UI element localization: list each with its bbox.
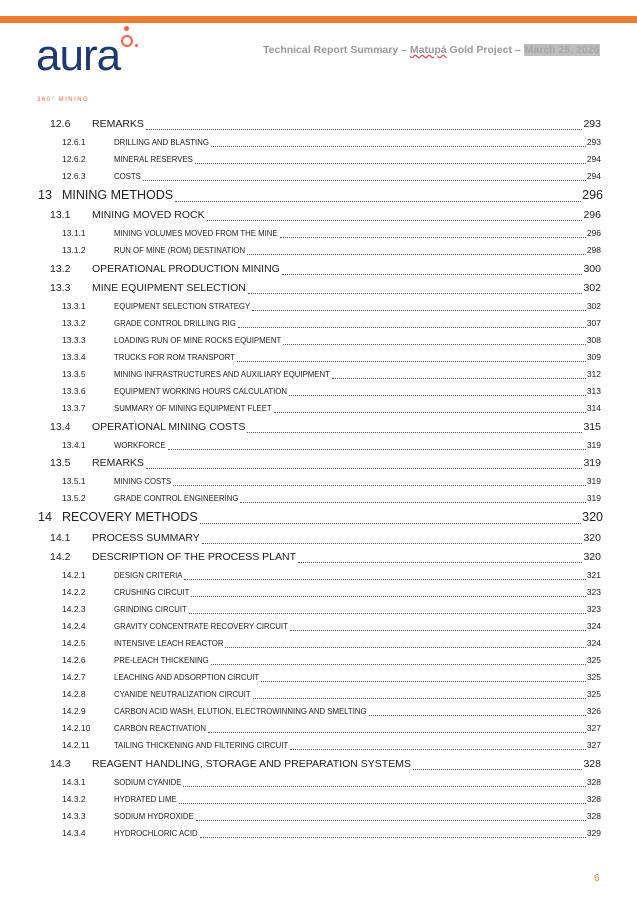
toc-entry[interactable] xyxy=(0,167,601,184)
toc-entry-title: GRADE CONTROL DRILLING RIG xyxy=(114,319,236,328)
toc-entry-page: 319 xyxy=(583,457,601,469)
toc-entry[interactable] xyxy=(0,331,601,348)
toc-entry-page: 302 xyxy=(586,301,601,311)
toc-entry[interactable] xyxy=(0,583,601,600)
toc-entry-page: 313 xyxy=(586,386,601,396)
toc-entry-page: 325 xyxy=(586,689,601,699)
toc-entry-number: 13.5.2 xyxy=(62,493,86,503)
toc-entry[interactable] xyxy=(0,205,601,225)
toc-entry-page: 320 xyxy=(583,551,601,563)
toc-entry[interactable] xyxy=(0,258,601,278)
dot-leader xyxy=(247,254,586,255)
dot-leader xyxy=(282,274,583,275)
toc-entry-page: 296 xyxy=(586,228,601,238)
dot-leader xyxy=(195,163,586,164)
toc-entry-page: 293 xyxy=(583,117,601,130)
toc-entry-title: CRUSHING CIRCUIT xyxy=(114,588,190,597)
table-of-contents xyxy=(0,113,637,841)
toc-entry[interactable] xyxy=(0,773,601,790)
dot-leader xyxy=(290,630,586,631)
toc-entry-title: DESIGN CRITERIA xyxy=(114,571,183,580)
toc-entry[interactable] xyxy=(0,736,601,753)
dot-leader xyxy=(183,786,585,787)
toc-entry-page: 320 xyxy=(583,531,601,544)
toc-entry-title: LOADING RUN OF MINE ROCKS EQUIPMENT xyxy=(114,336,282,345)
toc-entry-title: MINING INFRASTRUCTURES AND AUXILIARY EQUIPMENT xyxy=(114,370,330,379)
toc-entry-title: MINE EQUIPMENT SELECTION xyxy=(92,282,246,294)
toc-entry-title: CARBON ACID WASH, ELUTION, ELECTROWINNING AND SMELTING xyxy=(114,707,367,716)
logo-ring-icon xyxy=(121,35,133,47)
toc-entry-number: 14.2.8 xyxy=(62,689,86,699)
toc-entry-page: 324 xyxy=(586,621,601,631)
dot-leader xyxy=(237,361,586,362)
toc-entry-number: 13 xyxy=(38,187,52,202)
toc-entry-page: 325 xyxy=(586,655,601,665)
toc-entry-page: 309 xyxy=(586,352,601,362)
toc-entry-title: CARBON REACTIVATION xyxy=(114,724,206,733)
toc-entry-title: DRILLING AND BLASTING xyxy=(114,137,209,147)
toc-entry-page: 298 xyxy=(586,245,601,255)
toc-entry-title: SODIUM HYDROXIDE xyxy=(114,811,194,821)
toc-entry-page: 323 xyxy=(586,587,601,597)
toc-entry-number: 13.5 xyxy=(50,457,71,469)
toc-entry-title: EQUIPMENT WORKING HOURS CALCULATION xyxy=(114,387,287,396)
toc-entry-page: 296 xyxy=(582,187,603,202)
toc-entry-page: 308 xyxy=(586,335,601,345)
dot-leader xyxy=(146,468,583,469)
toc-entry-number: 14.2.10 xyxy=(62,723,91,733)
toc-entry[interactable] xyxy=(0,566,601,583)
logo-small-dot-icon xyxy=(135,44,138,47)
toc-entry-title: TAILING THICKENING AND FILTERING CIRCUIT xyxy=(114,741,289,750)
toc-entry-page: 327 xyxy=(586,723,601,733)
dot-leader xyxy=(143,180,586,181)
toc-entry-page: 328 xyxy=(586,793,601,804)
toc-entry-page: 293 xyxy=(586,136,601,147)
page-number: 6 xyxy=(594,873,600,884)
header-accent-bar xyxy=(0,16,637,23)
toc-entry[interactable] xyxy=(0,617,601,634)
toc-entry-number: 14.2.9 xyxy=(62,706,86,716)
toc-entry[interactable] xyxy=(0,241,601,258)
logo-wordmark: aura xyxy=(36,31,121,80)
dot-leader xyxy=(191,596,585,597)
toc-entry-number: 14.3 xyxy=(50,757,71,770)
toc-entry-title: GRINDING CIRCUIT xyxy=(114,605,187,614)
dot-leader xyxy=(274,412,586,413)
toc-entry-title: PRE-LEACH THICKENING xyxy=(114,656,209,665)
toc-entry-number: 14.2.5 xyxy=(62,638,86,648)
toc-entry-title: HYDROCHLORIC ACID xyxy=(114,828,198,838)
toc-entry[interactable] xyxy=(0,600,601,617)
toc-entry-title: PROCESS SUMMARY xyxy=(92,531,200,544)
toc-entry-title: OPERATIONAL MINING COSTS xyxy=(92,420,246,433)
toc-entry-number: 14.2.2 xyxy=(62,587,86,597)
toc-entry-page: 326 xyxy=(586,706,601,716)
dot-leader xyxy=(283,344,586,345)
dot-leader xyxy=(225,647,585,648)
toc-entry-number: 12.6.2 xyxy=(62,153,86,164)
toc-entry-title: INTENSIVE LEACH REACTOR xyxy=(114,639,224,648)
toc-entry[interactable] xyxy=(0,634,601,651)
toc-entry[interactable] xyxy=(0,753,601,773)
dot-leader xyxy=(184,579,585,580)
dot-leader xyxy=(175,201,581,202)
toc-entry-title: COSTS xyxy=(114,171,141,181)
toc-entry-number: 14.2.1 xyxy=(62,570,86,580)
toc-entry-title: OPERATIONAL PRODUCTION MINING xyxy=(92,262,280,275)
toc-entry-page: 315 xyxy=(583,420,601,433)
toc-entry[interactable] xyxy=(0,133,601,150)
toc-entry-title: GRAVITY CONCENTRATE RECOVERY CIRCUIT xyxy=(114,622,288,631)
toc-entry-title: RECOVERY METHODS xyxy=(62,510,198,524)
toc-entry-title: REMARKS xyxy=(92,457,144,469)
dot-leader xyxy=(211,664,586,665)
toc-entry-number: 13.1.2 xyxy=(62,245,86,255)
toc-entry-page: 319 xyxy=(586,493,601,503)
header-title xyxy=(263,44,600,56)
toc-entry[interactable] xyxy=(0,365,601,382)
toc-entry-number: 13.3.6 xyxy=(62,386,86,396)
toc-entry-title: MINING VOLUMES MOVED FROM THE MINE xyxy=(114,229,278,238)
dot-leader xyxy=(253,698,586,699)
toc-entry[interactable] xyxy=(0,224,601,241)
aura-logo xyxy=(36,26,156,103)
toc-entry-number: 13.2 xyxy=(50,262,71,275)
toc-entry-page: 323 xyxy=(586,604,601,614)
toc-entry-page: 300 xyxy=(583,262,601,275)
toc-entry-page: 321 xyxy=(586,570,601,580)
dot-leader xyxy=(173,485,586,486)
toc-entry[interactable] xyxy=(0,527,601,547)
toc-entry-number: 13.5.1 xyxy=(62,476,86,486)
toc-entry-title: MINING COSTS xyxy=(114,477,172,486)
toc-entry-number: 12.6.1 xyxy=(62,136,86,147)
toc-entry-number: 14.2 xyxy=(50,551,71,563)
toc-entry-page: 328 xyxy=(583,757,601,770)
toc-entry-number: 14.3.1 xyxy=(62,776,86,787)
toc-entry-title: MINING METHODS xyxy=(62,187,174,202)
toc-entry-title: MINING MOVED ROCK xyxy=(92,209,205,221)
toc-entry[interactable] xyxy=(0,651,601,668)
toc-entry-number: 13.3.4 xyxy=(62,352,86,362)
toc-entry[interactable] xyxy=(0,348,601,365)
toc-entry-number: 13.3 xyxy=(50,282,71,294)
toc-entry[interactable] xyxy=(0,790,601,807)
dot-leader xyxy=(208,732,586,733)
toc-entry-title: GRADE CONTROL ENGINEERING xyxy=(114,494,239,503)
toc-entry-number: 14.2.6 xyxy=(62,655,86,665)
toc-entry[interactable] xyxy=(0,416,601,436)
toc-entry[interactable] xyxy=(0,150,601,167)
logo-tagline: 360° MINING xyxy=(37,97,90,103)
dot-leader xyxy=(247,432,582,433)
toc-entry-number: 13.3.5 xyxy=(62,369,86,379)
dot-leader xyxy=(168,449,586,450)
toc-entry-page: 329 xyxy=(586,827,601,838)
logo-dot-icon xyxy=(124,26,129,31)
toc-entry-number: 13.3.7 xyxy=(62,403,86,413)
dot-leader xyxy=(189,613,586,614)
toc-entry[interactable] xyxy=(0,685,601,702)
dot-leader xyxy=(289,395,586,396)
toc-entry-number: 14.2.11 xyxy=(62,740,90,750)
toc-entry-title: RUN OF MINE (ROM) DESTINATION xyxy=(114,246,246,255)
toc-entry-title: SUMMARY OF MINING EQUIPMENT FLEET xyxy=(114,404,272,413)
dot-leader xyxy=(207,220,583,221)
dot-leader xyxy=(200,837,586,838)
toc-entry[interactable] xyxy=(0,489,601,506)
toc-entry-number: 12.6 xyxy=(50,117,71,130)
toc-entry-number: 13.3.1 xyxy=(62,301,86,311)
dot-leader xyxy=(261,681,586,682)
toc-entry-title: DESCRIPTION OF THE PROCESS PLANT xyxy=(92,551,297,563)
toc-entry-page: 312 xyxy=(586,369,601,379)
dot-leader xyxy=(146,129,583,130)
toc-entry-page: 328 xyxy=(586,810,601,821)
toc-entry[interactable] xyxy=(0,297,601,314)
toc-entry[interactable] xyxy=(0,436,601,453)
toc-entry-page: 319 xyxy=(586,476,601,486)
toc-entry-page: 319 xyxy=(586,439,601,450)
toc-entry-number: 13.4.1 xyxy=(62,439,86,450)
toc-entry-page: 296 xyxy=(583,209,601,221)
dot-leader xyxy=(413,769,583,770)
toc-entry[interactable] xyxy=(0,824,601,841)
dot-leader xyxy=(179,803,586,804)
toc-entry-number: 14 xyxy=(38,510,52,524)
toc-entry[interactable] xyxy=(0,399,601,416)
toc-entry-number: 13.4 xyxy=(50,420,71,433)
header-title-prefix: Technical Report Summary – xyxy=(263,44,410,56)
dot-leader xyxy=(200,523,581,524)
toc-entry[interactable] xyxy=(0,668,601,685)
toc-entry-title: MINERAL RESERVES xyxy=(114,154,193,164)
toc-entry-page: 294 xyxy=(586,170,601,181)
toc-entry-number: 14.2.3 xyxy=(62,604,86,614)
toc-entry-page: 320 xyxy=(582,510,603,524)
dot-leader xyxy=(252,310,586,311)
toc-entry-page: 328 xyxy=(586,776,601,787)
toc-entry-page: 327 xyxy=(586,740,601,750)
toc-entry-title: HYDRATED LIME xyxy=(114,794,177,804)
dot-leader xyxy=(369,715,586,716)
toc-entry-number: 12.6.3 xyxy=(62,170,86,181)
dot-leader xyxy=(196,820,586,821)
toc-entry-title: WORKFORCE xyxy=(114,440,166,450)
toc-entry-number: 13.3.2 xyxy=(62,318,86,328)
dot-leader xyxy=(290,749,586,750)
toc-entry-title: LEACHING AND ADSORPTION CIRCUIT xyxy=(114,673,260,682)
toc-entry[interactable] xyxy=(0,719,601,736)
toc-entry-number: 13.1.1 xyxy=(62,228,86,238)
toc-entry-title: SODIUM CYANIDE xyxy=(114,777,182,787)
dot-leader xyxy=(211,146,586,147)
toc-entry[interactable] xyxy=(0,506,603,527)
toc-entry[interactable] xyxy=(0,184,603,205)
dot-leader xyxy=(238,327,586,328)
toc-entry[interactable] xyxy=(0,113,601,133)
toc-entry[interactable] xyxy=(0,472,601,489)
toc-entry-title: REMARKS xyxy=(92,117,144,130)
toc-entry[interactable] xyxy=(0,278,601,298)
dot-leader xyxy=(202,543,583,544)
toc-entry-title: TRUCKS FOR ROM TRANSPORT xyxy=(114,353,236,362)
toc-entry-page: 302 xyxy=(583,282,601,294)
dot-leader xyxy=(280,237,586,238)
toc-entry-number: 14.3.2 xyxy=(62,793,86,804)
toc-entry-number: 14.1 xyxy=(50,531,71,544)
toc-entry-page: 325 xyxy=(586,672,601,682)
toc-entry-number: 14.3.4 xyxy=(62,827,86,838)
toc-entry-number: 14.3.3 xyxy=(62,810,86,821)
toc-entry-page: 314 xyxy=(586,403,601,413)
toc-entry[interactable] xyxy=(0,314,601,331)
toc-entry[interactable] xyxy=(0,453,601,473)
dot-leader xyxy=(332,378,586,379)
toc-entry[interactable] xyxy=(0,382,601,399)
toc-entry-number: 14.2.7 xyxy=(62,672,86,682)
toc-entry[interactable] xyxy=(0,702,601,719)
toc-entry-number: 13.3.3 xyxy=(62,335,86,345)
toc-entry-page: 307 xyxy=(586,318,601,328)
header-date: March 25, 2026 xyxy=(524,44,600,56)
header-project-name: Matupá xyxy=(409,44,447,56)
dot-leader xyxy=(248,293,583,294)
header-title-mid: Gold Project – xyxy=(446,44,524,56)
toc-entry-page: 294 xyxy=(586,153,601,164)
dot-leader xyxy=(240,502,585,503)
dot-leader xyxy=(298,562,582,563)
toc-entry-number: 14.2.4 xyxy=(62,621,86,631)
toc-entry-title: EQUIPMENT SELECTION STRATEGY xyxy=(114,302,251,311)
toc-entry-page: 324 xyxy=(586,638,601,648)
toc-entry-title: REAGENT HANDLING, STORAGE AND PREPARATION SYSTEMS xyxy=(92,757,411,770)
toc-entry-title: CYANIDE NEUTRALIZATION CIRCUIT xyxy=(114,690,251,699)
toc-entry[interactable] xyxy=(0,547,601,567)
toc-entry[interactable] xyxy=(0,807,601,824)
toc-entry-number: 13.1 xyxy=(50,209,71,221)
